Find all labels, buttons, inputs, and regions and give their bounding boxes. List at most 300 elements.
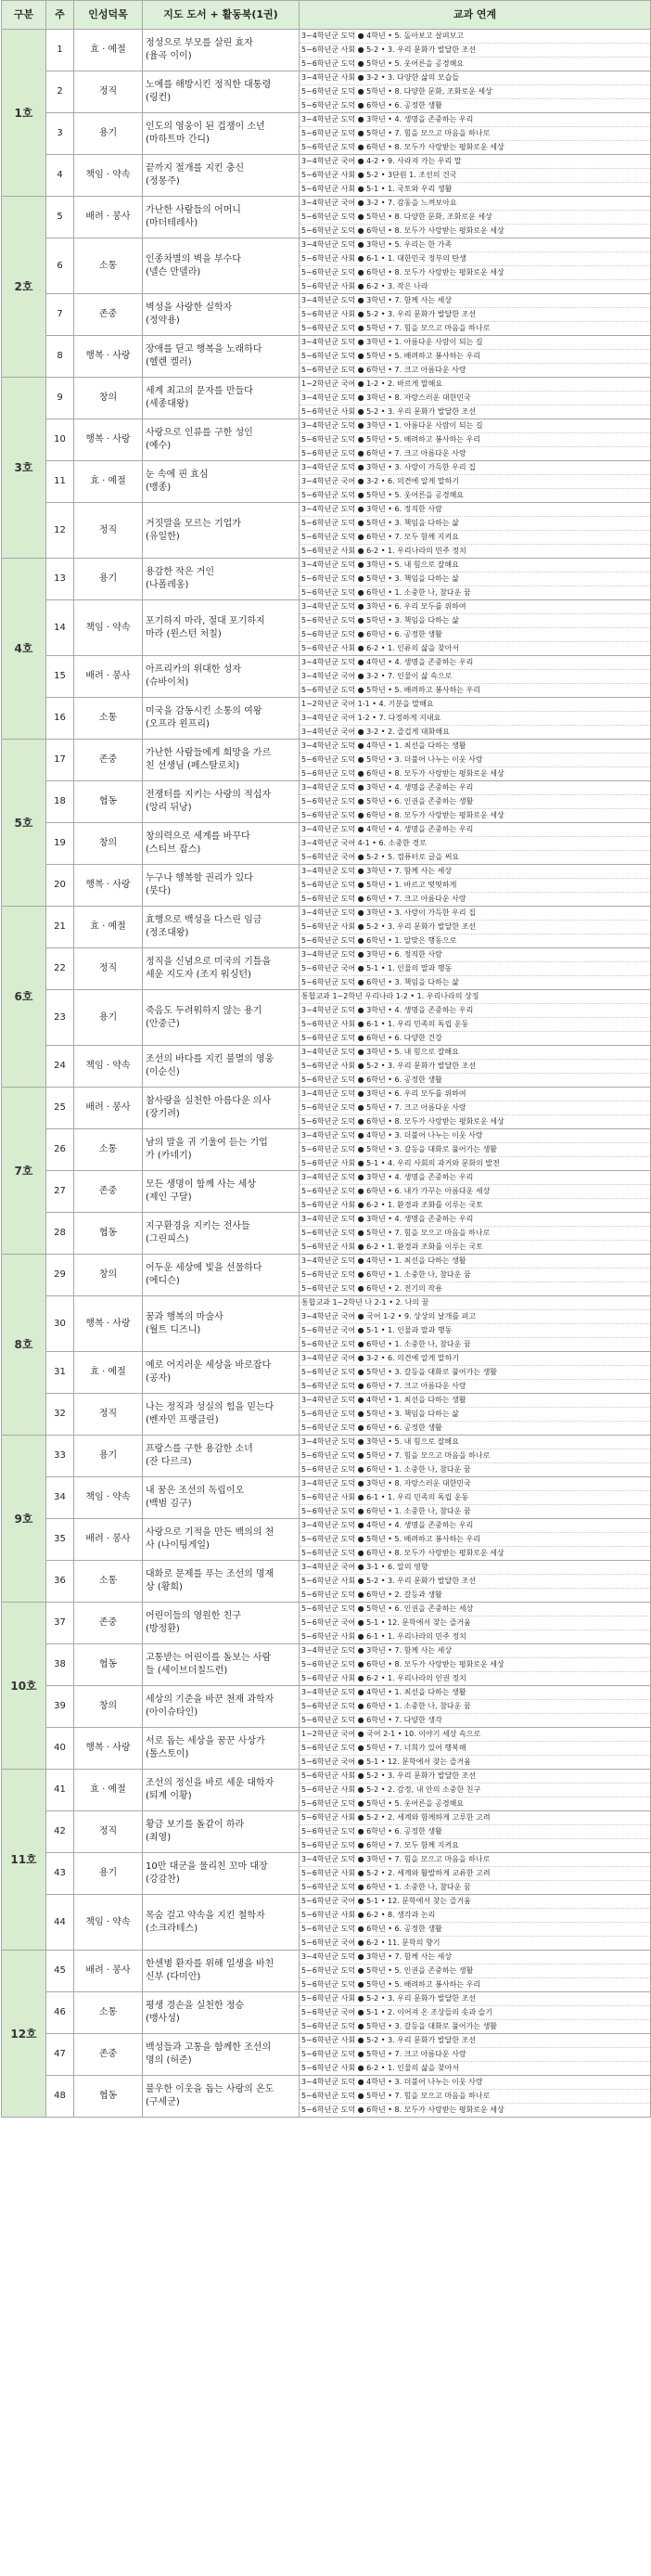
- week-number: 23: [46, 990, 74, 1046]
- virtue-label: 창의: [74, 1686, 143, 1728]
- curriculum-link-item: 5~6학년군 도덕 ● 6학년 • 6. 다양한 건강: [301, 1034, 442, 1042]
- virtue-label: 존중: [74, 294, 143, 336]
- book-title-text: 끝까지 절개를 지킨 충신 (정몽주): [146, 163, 245, 187]
- curriculum-link-item: 5~6학년군 도덕 ● 6학년 • 8. 모두가 사랑받는 평화로운 세상: [301, 1117, 504, 1126]
- book-title-text: 지구환경을 지키는 전사들 (그린피스): [146, 1221, 250, 1244]
- curriculum-links: [300, 294, 651, 336]
- group-label: 10호: [2, 1603, 46, 1770]
- curriculum-links: [300, 71, 651, 113]
- virtue-label: 효 · 예절: [74, 907, 143, 948]
- virtue-label: 존중: [74, 1603, 143, 1644]
- table-row: [2, 781, 651, 823]
- table-row: [2, 948, 651, 990]
- table-body: [2, 30, 651, 2118]
- header-links: 교과 연계: [300, 1, 651, 30]
- book-title-text: 모든 생명이 함께 사는 세상 (제인 구달): [146, 1179, 256, 1203]
- curriculum-link-item: 5~6학년군 도덕 ● 6학년 • 1. 소중한 나, 참다운 꿈: [301, 1465, 471, 1474]
- book-title: [143, 71, 300, 113]
- curriculum-link-item: 5~6학년군 도덕 ● 6학년 • 1. 소중한 나, 참다운 꿈: [300, 1269, 650, 1282]
- book-title-text: 가난한 사람들의 어머니 (마더테레사): [146, 205, 241, 228]
- table-row: [2, 1477, 651, 1519]
- book-title-text: 고통받는 어린이를 돌보는 사람 들 (세이브더칠드런): [146, 1653, 272, 1676]
- curriculum-link-item: 3~4학년군 도덕 ● 3학년 • 3. 사랑이 가득한 우리 집: [300, 907, 650, 921]
- curriculum-link-item: 5~6학년군 도덕 ● 6학년 • 6. 공정한 생활: [300, 1923, 650, 1937]
- curriculum-link-item: 3~4학년군 국어 ● 3-2 • 2. 즐겁게 대화해요: [301, 728, 450, 736]
- table-row: [2, 907, 651, 948]
- curriculum-link-item: 5~6학년군 도덕 ● 5학년 • 8. 다양한 문화, 조화로운 세상: [300, 211, 650, 225]
- curriculum-link-item: 5~6학년군 도덕 ● 6학년 • 7. 크고 아름다운 사랑: [301, 895, 466, 903]
- curriculum-link-item: 3~4학년군 국어 ● 3-2 • 7. 인물이 삶 속으로: [300, 670, 650, 684]
- table-row: [2, 155, 651, 197]
- book-title: [143, 2034, 300, 2076]
- curriculum-link-item: 통합교과 1~2학년 나 2-1 • 2. 나의 꿈: [300, 1296, 650, 1310]
- week-number: 8: [46, 336, 74, 378]
- curriculum-links: [300, 2076, 651, 2118]
- book-title-text: 미국을 감동시킨 소통의 여왕 (오프라 윈프리): [146, 706, 262, 729]
- curriculum-link-item: 5~6학년군 국어 ● 5-1 • 12. 문학에서 찾는 즐거움: [300, 1616, 650, 1630]
- curriculum-link-item: 3~4학년군 도덕 ● 3학년 • 7. 함께 사는 세상: [300, 1951, 650, 1964]
- table-row: [2, 1603, 651, 1644]
- curriculum-link-item: 5~6학년군 사회 ● 5-2 • 3. 우리 문화가 발달한 조선: [300, 1770, 650, 1784]
- curriculum-link-item: 3~4학년군 국어 4-1 • 6. 소중한 경로: [300, 837, 650, 851]
- curriculum-link-item: 5~6학년군 도덕 ● 5학년 • 3. 책임을 다하는 삶: [300, 517, 650, 531]
- curriculum-link-item: 5~6학년군 도덕 ● 5학년 • 5. 배려하고 봉사하는 우리: [301, 686, 481, 694]
- week-number: 28: [46, 1213, 74, 1255]
- week-number: 29: [46, 1255, 74, 1296]
- week-number: 24: [46, 1046, 74, 1088]
- week-number: 33: [46, 1436, 74, 1477]
- virtue-label: 배려 · 봉사: [74, 197, 143, 238]
- week-number: 4: [46, 155, 74, 197]
- table-row: [2, 336, 651, 378]
- curriculum-link-item: 3~4학년군 도덕 ● 3학년 • 4. 생명을 존중하는 우리: [300, 781, 650, 795]
- curriculum-link-item: 5~6학년군 도덕 ● 6학년 • 6. 공정한 생활: [301, 101, 442, 109]
- curriculum-link-item: 5~6학년군 국어 ● 5-1 • 2. 이어져 온 조상들의 솟과 슬기: [300, 2006, 650, 2020]
- table-row: [2, 559, 651, 600]
- week-number: 48: [46, 2076, 74, 2118]
- curriculum-links: [300, 1477, 651, 1519]
- week-number: 16: [46, 698, 74, 740]
- group-label: 11호: [2, 1770, 46, 1951]
- book-title: [143, 865, 300, 907]
- book-title-text: 눈 속에 핀 효심 (맹종): [146, 470, 209, 493]
- book-title: [143, 1129, 300, 1171]
- curriculum-links: [300, 1561, 651, 1603]
- header-row: [2, 1, 651, 30]
- curriculum-link-item: 5~6학년군 사회 ● 6-1 • 1. 대한민국 정부의 탄생: [300, 252, 650, 266]
- book-title: [143, 1046, 300, 1088]
- virtue-label: 용기: [74, 113, 143, 155]
- curriculum-link-item: 5~6학년군 도덕 ● 6학년 • 7. 모두 함께 지켜요: [301, 1841, 459, 1849]
- curriculum-links: [300, 1644, 651, 1686]
- curriculum-links: [300, 461, 651, 503]
- curriculum-links: [300, 1519, 651, 1561]
- table-row: [2, 1255, 651, 1296]
- virtue-label: 효 · 예절: [74, 461, 143, 503]
- week-number: 35: [46, 1519, 74, 1561]
- table-row: [2, 1644, 651, 1686]
- book-title-text: 10만 대군을 물리친 꼬마 대장 (강감찬): [146, 1861, 268, 1885]
- week-number: 3: [46, 113, 74, 155]
- table-row: [2, 1895, 651, 1951]
- curriculum-link-item: 5~6학년군 국어 ● 5-1 • 1. 인물의 말과 행동: [300, 962, 650, 976]
- table-row: [2, 1811, 651, 1853]
- curriculum-link-item: 5~6학년군 도덕 ● 5학년 • 7. 힘을 모으고 마음을 하나로: [300, 1449, 650, 1463]
- week-number: 12: [46, 503, 74, 559]
- curriculum-link-item: 5~6학년군 도덕 ● 5학년 • 7. 힘을 모으고 마음을 하나로: [300, 1227, 650, 1241]
- curriculum-link-item: 5~6학년군 도덕 ● 6학년 • 8. 모두가 사랑받는 평화로운 세상: [300, 1658, 650, 1672]
- curriculum-link-item: 3~4학년군 국어 ● 3-2 • 7. 감동을 느껴보아요: [300, 197, 650, 211]
- book-title-text: 정직을 신념으로 미국의 기틀을 세운 지도자 (조지 워싱턴): [146, 957, 272, 980]
- virtue-label: 정직: [74, 503, 143, 559]
- curriculum-links: [300, 1213, 651, 1255]
- curriculum-link-item: 5~6학년군 도덕 ● 6학년 • 1. 소중한 나, 참다운 꿈: [301, 588, 471, 597]
- book-title: [143, 197, 300, 238]
- book-title: [143, 238, 300, 294]
- curriculum-link-item: 5~6학년군 도덕 ● 5학년 • 6. 인권을 존중하는 생활: [300, 795, 650, 809]
- curriculum-link-item: 5~6학년군 사회 ● 5-1 • 1. 국토와 우리 생활: [301, 185, 453, 193]
- curriculum-link-item: 5~6학년군 사회 ● 6-2 • 1. 환경과 조화를 이루는 국토: [301, 1243, 483, 1251]
- curriculum-links: [300, 30, 651, 71]
- week-number: 10: [46, 419, 74, 461]
- curriculum-links: [300, 1895, 651, 1951]
- curriculum-link-item: 5~6학년군 도덕 ● 5학년 • 3. 책임을 다하는 삶: [300, 1408, 650, 1422]
- curriculum-link-item: 3~4학년군 도덕 ● 4학년 • 5. 돌아보고 살펴보고: [300, 30, 650, 44]
- curriculum-link-item: 3~4학년군 도덕 ● 3학년 • 5. 내 힘으로 잘해요: [300, 559, 650, 573]
- curriculum-link-item: 5~6학년군 도덕 ● 6학년 • 8. 모두가 사랑받는 평화로운 세상: [301, 2106, 504, 2114]
- book-title-text: 불우한 이웃을 돕는 사랑의 온도 (구세군): [146, 2084, 274, 2107]
- week-number: 9: [46, 378, 74, 419]
- curriculum-links: [300, 155, 651, 197]
- group-label: 5호: [2, 740, 46, 907]
- week-number: 31: [46, 1352, 74, 1394]
- curriculum-link-item: 5~6학년군 도덕 ● 5학년 • 5. 배려하고 봉사하는 우리: [301, 1980, 481, 1989]
- week-number: 5: [46, 197, 74, 238]
- virtue-label: 협동: [74, 2076, 143, 2118]
- week-number: 13: [46, 559, 74, 600]
- book-title: [143, 698, 300, 740]
- book-title-text: 세계 최고의 문자를 만들다 (세종대왕): [146, 386, 253, 409]
- virtue-label: 용기: [74, 1853, 143, 1895]
- curriculum-link-item: 5~6학년군 국어 ● 5-1 • 12. 문학에서 찾는 즐거움: [301, 1758, 471, 1766]
- table-row: [2, 30, 651, 71]
- curriculum-links: [300, 1728, 651, 1770]
- curriculum-link-item: 3~4학년군 국어 ● 4-2 • 9. 사라져 가는 우리 말: [300, 155, 650, 169]
- curriculum-link-item: 5~6학년군 도덕 ● 6학년 • 6. 공정한 생활: [300, 1825, 650, 1839]
- table-row: [2, 238, 651, 294]
- curriculum-links: [300, 781, 651, 823]
- book-title: [143, 907, 300, 948]
- header-group: 구분: [2, 1, 46, 30]
- book-title: [143, 1603, 300, 1644]
- curriculum-table: [1, 0, 651, 2118]
- book-title-text: 정성으로 부모를 살린 효자 (율곡 이이): [146, 38, 253, 61]
- curriculum-links: [300, 1129, 651, 1171]
- book-title: [143, 294, 300, 336]
- week-number: 39: [46, 1686, 74, 1728]
- week-number: 38: [46, 1644, 74, 1686]
- curriculum-link-item: 5~6학년군 사회 ● 5-2 • 2. 감정, 내 안의 소중한 친구: [300, 1784, 650, 1797]
- curriculum-link-item: 5~6학년군 사회 ● 6-1 • 1. 우리 민족의 독립 운동: [300, 1491, 650, 1505]
- table-row: [2, 823, 651, 865]
- curriculum-links: [300, 907, 651, 948]
- curriculum-link-item: 3~4학년군 도덕 ● 4학년 • 1. 최선을 다하는 생활: [300, 1255, 650, 1269]
- virtue-label: 배려 · 봉사: [74, 656, 143, 698]
- virtue-label: 행복 · 사랑: [74, 1296, 143, 1352]
- week-number: 41: [46, 1770, 74, 1811]
- table-row: [2, 1352, 651, 1394]
- book-title: [143, 2076, 300, 2118]
- header-week: 주: [46, 1, 74, 30]
- curriculum-link-item: 5~6학년군 도덕 ● 6학년 • 1. 알맞은 행동으로: [301, 936, 457, 945]
- virtue-label: 행복 · 사랑: [74, 865, 143, 907]
- book-title-text: 참사랑을 실천한 아름다운 의사 (장기려): [146, 1096, 272, 1119]
- curriculum-links: [300, 336, 651, 378]
- table-row: [2, 1088, 651, 1129]
- book-title: [143, 336, 300, 378]
- curriculum-link-item: 3~4학년군 도덕 ● 3학년 • 5. 내 힘으로 잘해요: [300, 1436, 650, 1449]
- book-title: [143, 559, 300, 600]
- book-title: [143, 1394, 300, 1436]
- curriculum-links: [300, 865, 651, 907]
- table-row: [2, 600, 651, 656]
- book-title: [143, 1255, 300, 1296]
- curriculum-link-item: 5~6학년군 도덕 ● 6학년 • 1. 소중한 나, 참다운 꿈: [301, 1507, 471, 1515]
- table-row: [2, 1951, 651, 1992]
- book-title-text: 벽성을 사랑한 실학자 (정약용): [146, 303, 233, 326]
- curriculum-links: [300, 1394, 651, 1436]
- virtue-label: 책임 · 약속: [74, 1477, 143, 1519]
- curriculum-link-item: 5~6학년군 도덕 ● 6학년 • 6. 내가 가꾸는 아름다운 세상: [300, 1185, 650, 1199]
- book-title: [143, 1561, 300, 1603]
- week-number: 14: [46, 600, 74, 656]
- book-title: [143, 1728, 300, 1770]
- curriculum-link-item: 5~6학년군 도덕 ● 5학년 • 3. 책임을 다하는 삶: [300, 614, 650, 628]
- book-title: [143, 600, 300, 656]
- book-title: [143, 1213, 300, 1255]
- virtue-label: 책임 · 약속: [74, 155, 143, 197]
- book-title: [143, 503, 300, 559]
- week-number: 43: [46, 1853, 74, 1895]
- curriculum-link-item: 5~6학년군 사회 ● 5-2 • 3. 우리 문화가 발달한 조선: [300, 1992, 650, 2006]
- virtue-label: 존중: [74, 2034, 143, 2076]
- curriculum-links: [300, 419, 651, 461]
- group-label: 4호: [2, 559, 46, 740]
- book-title-text: 인도의 영웅이 된 겁쟁이 소년 (마하트마 간디): [146, 122, 265, 145]
- book-title-text: 한센병 환자를 위해 일생을 바친 신부 (다미안): [146, 1959, 274, 1982]
- table-row: [2, 865, 651, 907]
- curriculum-link-item: 5~6학년군 도덕 ● 6학년 • 1. 소중한 나, 참다운 꿈: [301, 1340, 471, 1348]
- curriculum-link-item: 3~4학년군 도덕 ● 3학년 • 4. 생명을 존중하는 우리: [300, 113, 650, 127]
- curriculum-link-item: 5~6학년군 사회 ● 5-2 • 3. 우리 문화가 발달한 조선: [300, 1060, 650, 1074]
- book-title: [143, 419, 300, 461]
- table-row: [2, 740, 651, 781]
- curriculum-link-item: 5~6학년군 도덕 ● 5학년 • 7. 크고 아름다운 사랑: [300, 1101, 650, 1115]
- book-title: [143, 1296, 300, 1352]
- curriculum-link-item: 3~4학년군 도덕 ● 3학년 • 7. 힘을 모으고 마음을 하나로: [300, 1853, 650, 1867]
- virtue-label: 소통: [74, 698, 143, 740]
- book-title: [143, 30, 300, 71]
- curriculum-link-item: 3~4학년군 도덕 ● 3학년 • 8. 자랑스러운 대한민국: [300, 1477, 650, 1491]
- curriculum-links: [300, 698, 651, 740]
- curriculum-link-item: 5~6학년군 도덕 ● 6학년 • 1. 소중한 나, 참다운 꿈: [301, 1883, 471, 1891]
- book-title-text: 아프리카의 위대한 성자 (슈바이처): [146, 664, 241, 688]
- curriculum-links: [300, 503, 651, 559]
- curriculum-link-item: 3~4학년군 도덕 ● 3학년 • 1. 아름다운 사람이 되는 길: [300, 419, 650, 433]
- book-title: [143, 740, 300, 781]
- virtue-label: 소통: [74, 1992, 143, 2034]
- curriculum-link-item: 5~6학년군 사회 ● 6-2 • 3. 작은 나라: [301, 282, 428, 290]
- week-number: 45: [46, 1951, 74, 1992]
- virtue-label: 행복 · 사랑: [74, 336, 143, 378]
- curriculum-link-item: 5~6학년군 도덕 ● 6학년 • 8. 모두가 사랑받는 평화로운 세상: [301, 143, 504, 151]
- week-number: 32: [46, 1394, 74, 1436]
- book-title: [143, 781, 300, 823]
- book-title: [143, 1992, 300, 2034]
- week-number: 27: [46, 1171, 74, 1213]
- book-title-text: 프랑스를 구한 용감한 소녀 (잔 다르크): [146, 1444, 253, 1467]
- curriculum-link-item: 5~6학년군 사회 ● 5-2 • 3. 우리 문화가 발달한 조선: [300, 308, 650, 322]
- week-number: 40: [46, 1728, 74, 1770]
- virtue-label: 창의: [74, 378, 143, 419]
- table-row: [2, 378, 651, 419]
- virtue-label: 효 · 예절: [74, 30, 143, 71]
- curriculum-link-item: 1~2학년군 국어 ● 1-2 • 2. 바르게 말해요: [300, 378, 650, 392]
- book-title-text: 나는 정직과 성실의 힘을 믿는다 (벤자민 프랭클린): [146, 1402, 274, 1425]
- table-row: [2, 71, 651, 113]
- curriculum-link-item: 5~6학년군 사회 ● 5-2 • 3. 우리 문화가 발달한 조선: [300, 1575, 650, 1589]
- curriculum-link-item: 3~4학년군 도덕 ● 3학년 • 7. 함께 사는 세상: [300, 1644, 650, 1658]
- group-label: 7호: [2, 1088, 46, 1255]
- virtue-label: 소통: [74, 1561, 143, 1603]
- table-row: [2, 1296, 651, 1352]
- curriculum-link-item: 5~6학년군 도덕 ● 5학년 • 5. 인권을 존중하는 생활: [300, 1964, 650, 1978]
- book-title-text: 예로 어지러운 세상을 바로잡다 (공자): [146, 1360, 272, 1384]
- book-title-text: 조선의 바다를 지킨 불멸의 영웅 (이순신): [146, 1054, 274, 1077]
- virtue-label: 용기: [74, 1436, 143, 1477]
- virtue-label: 정직: [74, 948, 143, 990]
- book-title-text: 용감한 작은 거인 (나폴레옹): [146, 567, 214, 590]
- week-number: 30: [46, 1296, 74, 1352]
- curriculum-link-item: 5~6학년군 도덕 ● 6학년 • 2. 갈등과 생활: [301, 1591, 442, 1599]
- week-number: 6: [46, 238, 74, 294]
- week-number: 34: [46, 1477, 74, 1519]
- curriculum-links: [300, 740, 651, 781]
- table-row: [2, 2076, 651, 2118]
- curriculum-link-item: 3~4학년군 도덕 ● 3학년 • 7. 함께 사는 세상: [300, 865, 650, 879]
- book-title-text: 장애를 딛고 행복을 노래하다 (헬렌 켈러): [146, 344, 262, 367]
- book-title: [143, 378, 300, 419]
- week-number: 18: [46, 781, 74, 823]
- book-title: [143, 1171, 300, 1213]
- group-label: 6호: [2, 907, 46, 1088]
- curriculum-link-item: 3~4학년군 도덕 ● 3학년 • 7. 함께 사는 세상: [300, 294, 650, 308]
- curriculum-link-item: 5~6학년군 도덕 ● 6학년 • 7. 모두 함께 지켜요: [300, 531, 650, 545]
- table-row: [2, 698, 651, 740]
- book-title: [143, 1644, 300, 1686]
- curriculum-link-item: 5~6학년군 도덕 ● 6학년 • 7. 크고 아름다운 사랑: [301, 449, 466, 457]
- curriculum-links: [300, 1853, 651, 1895]
- curriculum-link-item: 5~6학년군 도덕 ● 5학년 • 3. 갈등을 대화로 풀어가는 생활: [300, 1143, 650, 1157]
- virtue-label: 효 · 예절: [74, 1770, 143, 1811]
- virtue-label: 존중: [74, 1171, 143, 1213]
- curriculum-link-item: 5~6학년군 도덕 ● 5학년 • 5. 배려하고 봉사하는 우리: [300, 350, 650, 364]
- curriculum-link-item: 5~6학년군 도덕 ● 5학년 • 7. 힘을 모으고 마음을 하나로: [301, 324, 491, 332]
- virtue-label: 행복 · 사랑: [74, 1728, 143, 1770]
- group-label: 9호: [2, 1436, 46, 1603]
- book-title: [143, 656, 300, 698]
- curriculum-links: [300, 600, 651, 656]
- virtue-label: 효 · 예절: [74, 1352, 143, 1394]
- curriculum-link-item: 5~6학년군 도덕 ● 6학년 • 7. 크고 아름다운 사랑: [301, 366, 466, 374]
- book-title: [143, 113, 300, 155]
- book-title-text: 남의 말을 귀 기울여 듣는 기업 가 (카네기): [146, 1138, 268, 1161]
- curriculum-link-item: 5~6학년군 사회 ● 6-2 • 1. 인류의 삶을 찾아서: [301, 644, 460, 652]
- book-title-text: 가난한 사람들에게 희망을 가르 친 선생님 (페스탈로치): [146, 748, 272, 771]
- curriculum-links: [300, 378, 651, 419]
- book-title-text: 사랑으로 인류를 구한 성인 (예수): [146, 428, 253, 451]
- virtue-label: 소통: [74, 1129, 143, 1171]
- book-title-text: 전쟁터를 지키는 사랑의 적십자 (앙리 뒤낭): [146, 790, 272, 813]
- curriculum-link-item: 3~4학년군 도덕 ● 3학년 • 6. 정직한 사람: [300, 503, 650, 517]
- virtue-label: 창의: [74, 1255, 143, 1296]
- curriculum-link-item: 3~4학년군 도덕 ● 3학년 • 6. 우리 모두를 위하여: [300, 1088, 650, 1101]
- book-title: [143, 990, 300, 1046]
- curriculum-links: [300, 1255, 651, 1296]
- week-number: 21: [46, 907, 74, 948]
- curriculum-link-item: 3~4학년군 도덕 ● 3학년 • 3. 사랑이 가득한 우리 집: [300, 461, 650, 475]
- book-title-text: 대화로 문제를 푸는 조선의 명재 상 (황희): [146, 1569, 274, 1592]
- week-number: 37: [46, 1603, 74, 1644]
- week-number: 42: [46, 1811, 74, 1853]
- curriculum-link-item: 5~6학년군 국어 ● 5-1 • 1. 인물과 말과 행동: [300, 1324, 650, 1338]
- book-title: [143, 155, 300, 197]
- curriculum-link-item: 3~4학년군 도덕 ● 4학년 • 4. 생명을 존중하는 우리: [300, 656, 650, 670]
- virtue-label: 행복 · 사랑: [74, 419, 143, 461]
- table-row: [2, 1213, 651, 1255]
- book-title: [143, 1088, 300, 1129]
- curriculum-link-item: 3~4학년군 도덕 ● 4학년 • 3. 더불어 나누는 이웃 사랑: [300, 1129, 650, 1143]
- book-title: [143, 1436, 300, 1477]
- table-row: [2, 113, 651, 155]
- virtue-label: 책임 · 약속: [74, 1895, 143, 1951]
- curriculum-link-item: 5~6학년군 도덕 ● 5학년 • 8. 다양한 문화, 조화로운 세상: [300, 85, 650, 99]
- week-number: 2: [46, 71, 74, 113]
- book-title-text: 어린이들의 영원한 친구 (방정환): [146, 1611, 241, 1634]
- week-number: 26: [46, 1129, 74, 1171]
- table-row: [2, 1129, 651, 1171]
- table-row: [2, 1561, 651, 1603]
- curriculum-link-item: 5~6학년군 도덕 ● 6학년 • 6. 공정한 생활: [301, 1075, 442, 1084]
- book-title: [143, 1951, 300, 1992]
- curriculum-link-item: 5~6학년군 국어 ● 5-1 • 12. 문학에서 찾는 즐거움: [300, 1895, 650, 1909]
- curriculum-link-item: 5~6학년군 도덕 ● 5학년 • 3. 더불어 나누는 이웃 사랑: [300, 753, 650, 767]
- curriculum-link-item: 3~4학년군 도덕 ● 4학년 • 1. 최선을 다하는 생활: [300, 1686, 650, 1700]
- book-title-text: 인종차별의 벽을 부수다 (넬슨 만델라): [146, 253, 241, 277]
- table-row: [2, 1728, 651, 1770]
- curriculum-link-item: 5~6학년군 사회 ● 5-2 • 3. 우리 문화가 발달한 조선: [300, 921, 650, 934]
- curriculum-links: [300, 990, 651, 1046]
- curriculum-link-item: 3~4학년군 도덕 ● 3학년 • 6. 우리 모두를 위하여: [300, 600, 650, 614]
- table-row: [2, 503, 651, 559]
- book-title-text: 내 꿈은 조선의 독립이오 (백범 김구): [146, 1486, 245, 1509]
- virtue-label: 협동: [74, 781, 143, 823]
- virtue-label: 배려 · 봉사: [74, 1088, 143, 1129]
- week-number: 15: [46, 656, 74, 698]
- week-number: 22: [46, 948, 74, 990]
- curriculum-link-item: 5~6학년군 도덕 ● 6학년 • 8. 모두가 사랑받는 평화로운 세상: [300, 266, 650, 280]
- curriculum-link-item: 1~2학년군 국어 ● 국어 2-1 • 10. 이야기 세상 속으로: [300, 1728, 650, 1742]
